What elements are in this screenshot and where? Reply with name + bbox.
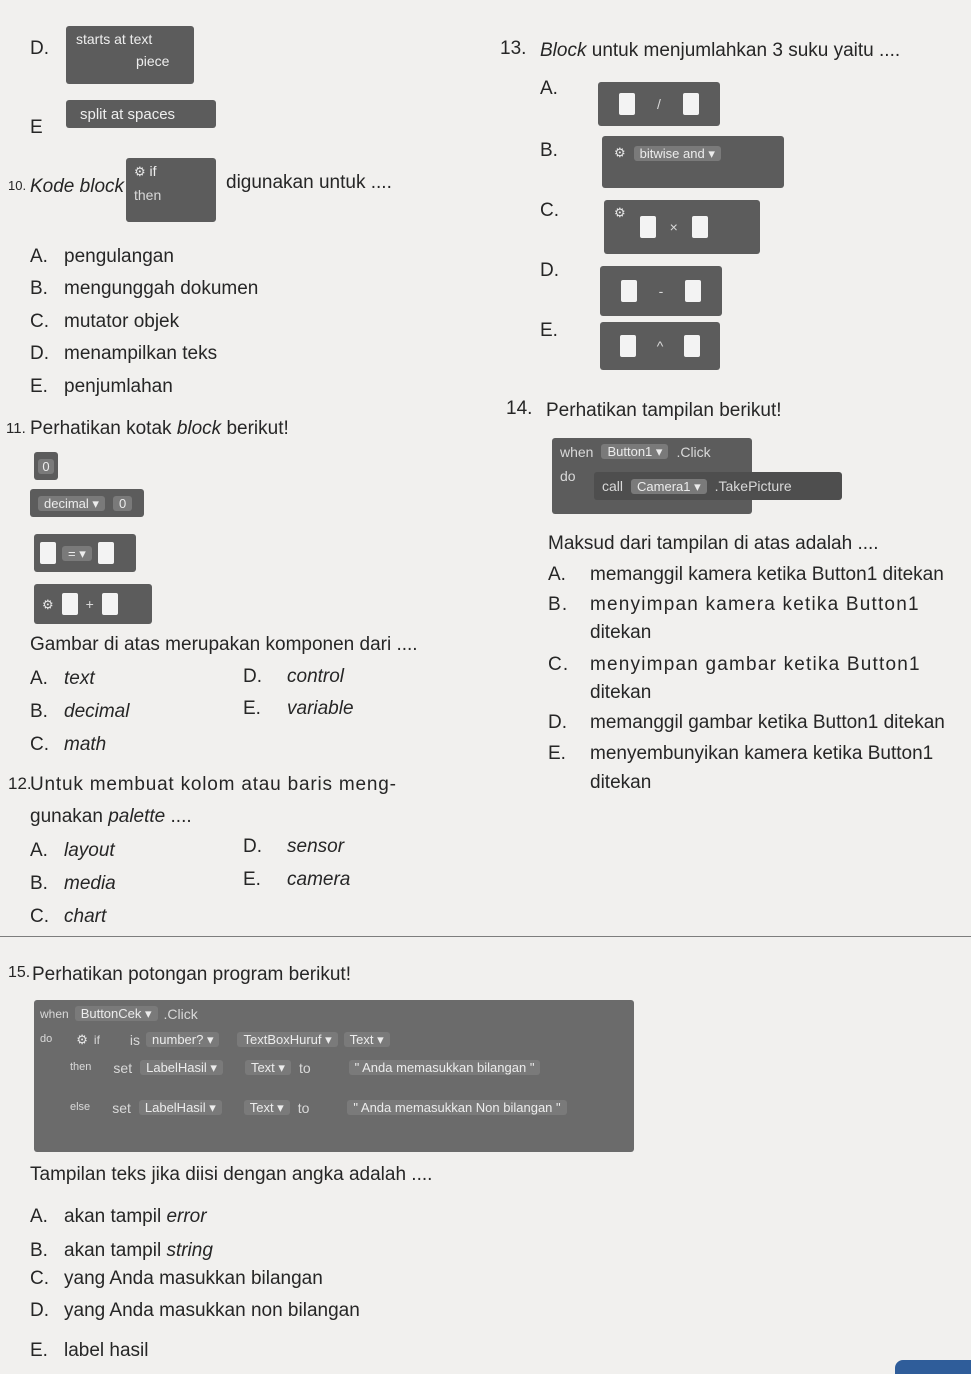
q13-text-rest: untuk menjumlahkan 3 suku yaitu .... — [586, 40, 901, 61]
q10-if-then-block — [126, 158, 216, 222]
q10-prefix: Kode block — [30, 176, 125, 197]
q11-compare-left-socket — [40, 542, 56, 564]
q13-text — [540, 40, 900, 62]
q15-question: Tampilan teks jika diisi dengan angka adalah .... — [30, 1164, 433, 1185]
q15-do-label: do — [40, 1033, 53, 1045]
q14-camera-dropdown: Camera1 ▾ — [631, 479, 707, 494]
q11-option-a — [30, 668, 95, 690]
q15-if-label: if — [93, 1032, 100, 1047]
q12-option-text: media — [64, 873, 116, 894]
q14-option-letter: C. — [548, 654, 570, 675]
q10-option-letter: C. — [30, 311, 49, 332]
q11-option-text: variable — [287, 698, 354, 719]
q15-text-dropdown-2: Text ▾ — [244, 1100, 290, 1115]
q11-compare-operator: = ▾ — [62, 546, 92, 561]
q15-else-label: else — [70, 1101, 91, 1113]
q13-option-d-block — [600, 266, 722, 316]
q15-msg1-string: " Anda memasukkan bilangan " — [349, 1060, 541, 1075]
q15-option-letter: A. — [30, 1206, 48, 1227]
q11-number: 11. — [6, 420, 26, 437]
q14-option-e — [548, 743, 933, 765]
q15-click-label: .Click — [163, 1005, 198, 1022]
q12-option-letter: E. — [243, 869, 261, 890]
q10-option-b — [30, 278, 258, 300]
q14-camera-label: Camera1 — [637, 478, 691, 494]
q15-option-text: label hasil — [64, 1340, 149, 1361]
q10-option-letter: E. — [30, 376, 48, 397]
q10-option-text: mengunggah dokumen — [64, 278, 259, 299]
q15-option-em: error — [166, 1206, 207, 1227]
q11-number-block — [34, 452, 58, 480]
q14-button-dropdown: Button1 ▾ — [601, 444, 668, 459]
q11-decimal-label: decimal — [44, 495, 89, 511]
q15-option-c — [30, 1268, 323, 1290]
q13-option-b-letter: B. — [540, 140, 558, 161]
q11-option-letter: B. — [30, 701, 48, 722]
q10-option-d — [30, 343, 217, 365]
q14-number: 14. — [506, 398, 533, 419]
q13-d-right-socket — [685, 280, 701, 302]
page-corner-tab — [895, 1360, 971, 1374]
q15-option-letter: C. — [30, 1268, 49, 1289]
q12-option-b — [30, 873, 116, 895]
q14-text: Perhatikan tampilan berikut! — [546, 400, 782, 421]
q14-option-letter: B. — [548, 594, 569, 615]
q15-textbox-label: TextBoxHuruf — [243, 1032, 322, 1047]
q14-option-line: menyembunyikan kamera ketika Button1 — [590, 743, 934, 764]
q11-option-letter: E. — [243, 698, 261, 719]
q14-do-label: do — [560, 468, 576, 484]
q10-option-text: mutator objek — [64, 311, 180, 332]
q15-number-check-dropdown: number? ▾ — [146, 1032, 219, 1047]
q13-option-c-letter: C. — [540, 200, 559, 221]
q15-number: 15. — [8, 964, 31, 981]
q15-button-label: ButtonCek — [80, 1006, 142, 1021]
q15-msg1-text: Anda memasukkan bilangan — [362, 1060, 527, 1075]
q14-call-label: call — [602, 478, 624, 494]
q14-option-letter: E. — [548, 743, 566, 764]
q15-to-label-2: to — [297, 1099, 310, 1116]
q10-option-letter: B. — [30, 278, 48, 299]
q11-decimal-value: 0 — [113, 496, 132, 511]
q15-option-letter: E. — [30, 1340, 48, 1361]
q13-b-dropdown: bitwise and ▾ — [634, 146, 721, 161]
q13-e-left-socket — [620, 335, 636, 357]
q12-option-d — [243, 836, 344, 858]
q13-option-a-block — [598, 82, 720, 126]
q13-a-operator: / — [657, 96, 661, 112]
q11-question: Gambar di atas merupakan komponen dari .... — [30, 634, 418, 655]
q11-option-c — [30, 734, 106, 756]
gear-icon: ⚙ — [134, 164, 146, 179]
q14-option-letter: D. — [548, 712, 567, 733]
q14-option-a — [548, 564, 944, 586]
q13-d-operator: - — [658, 283, 664, 299]
q15-label-name-1: LabelHasil — [146, 1060, 207, 1075]
gear-icon: ⚙ — [614, 145, 626, 160]
q15-text-prop-dropdown: Text ▾ — [344, 1032, 390, 1047]
q12-option-text: sensor — [287, 836, 345, 857]
q11-option-letter: A. — [30, 668, 48, 689]
q11-option-d — [243, 666, 344, 688]
q15-button-dropdown: ButtonCek ▾ — [75, 1006, 158, 1021]
q11-option-text: control — [287, 666, 345, 687]
q11-add-right-socket — [102, 593, 118, 615]
q15-label-dropdown-2: LabelHasil ▾ — [139, 1100, 222, 1115]
q10-suffix: digunakan untuk .... — [226, 172, 392, 193]
q10-option-c — [30, 311, 179, 333]
q10-option-text: penjumlahan — [64, 376, 173, 397]
q14-option-line: menyimpan kamera ketika Button1 — [590, 594, 920, 615]
q12-option-text: chart — [64, 906, 107, 927]
q13-c-operator: × — [669, 219, 678, 235]
q15-text-prop-2: Text — [249, 1100, 274, 1115]
q11-add-operator: + — [85, 596, 94, 612]
q11-option-text: decimal — [64, 701, 130, 722]
q15-msg2-string: " Anda memasukkan Non bilangan " — [347, 1100, 566, 1115]
q12-number: 12. — [8, 774, 32, 793]
q15-then-label: then — [70, 1061, 92, 1073]
q12-line1: Untuk membuat kolom atau baris meng- — [30, 774, 397, 795]
q12-option-letter: D. — [243, 836, 262, 857]
q12-option-text: camera — [287, 869, 351, 890]
q14-call-block — [594, 472, 842, 500]
q15-to-label-1: to — [298, 1059, 311, 1076]
q14-button-label: Button1 — [607, 444, 653, 459]
q12-line2-c: .... — [165, 806, 192, 827]
q15-option-letter: B. — [30, 1240, 48, 1261]
q15-option-a — [30, 1206, 207, 1228]
q12-option-a — [30, 840, 115, 862]
q9-block-split-label: split at spaces — [80, 105, 176, 123]
q14-option-c-line2: ditekan — [590, 682, 652, 703]
q11-option-letter: D. — [243, 666, 262, 687]
section-divider — [0, 936, 971, 937]
q11-option-text: math — [64, 734, 107, 755]
q14-option-line: memanggil kamera ketika Button1 ditekan — [590, 564, 944, 585]
q14-click-label: .Click — [676, 443, 711, 460]
q10-option-letter: D. — [30, 343, 49, 364]
q9-block-starts-at-label: starts at text — [76, 31, 153, 47]
q15-option-d — [30, 1300, 360, 1322]
q12-option-c — [30, 906, 106, 928]
q14-option-b-line2: ditekan — [590, 622, 652, 643]
q14-option-b — [548, 594, 920, 616]
q11-compare-block — [34, 534, 136, 572]
q11-block-zero: 0 — [38, 459, 53, 474]
q14-option-letter: A. — [548, 564, 566, 585]
q14-option-line: memanggil gambar ketika Button1 ditekan — [590, 712, 945, 733]
q12-line2-a: gunakan — [30, 806, 109, 827]
q11-add-left-socket — [62, 593, 78, 615]
q15-option-text: yang Anda masukkan bilangan — [64, 1268, 323, 1289]
q15-label-dropdown-1: LabelHasil ▾ — [140, 1060, 223, 1075]
q13-c-right-socket — [692, 216, 708, 238]
q10-option-text: menampilkan teks — [64, 343, 218, 364]
q14-when-label: when — [560, 443, 594, 460]
q9-block-piece-label: piece — [136, 53, 170, 69]
q10-block-if-label: if — [149, 163, 157, 179]
q12-line2 — [30, 806, 192, 828]
q11-compare-right-socket — [98, 542, 114, 564]
q10-number: 10. — [8, 178, 27, 193]
q15-text-prop-1: Text — [250, 1060, 275, 1075]
gear-icon: ⚙ — [76, 1032, 88, 1047]
q14-question: Maksud dari tampilan di atas adalah .... — [548, 533, 879, 554]
q12-option-letter: C. — [30, 906, 49, 927]
q15-option-b — [30, 1240, 213, 1262]
q10-block-then-label: then — [134, 187, 162, 203]
q13-text-block: Block — [540, 40, 587, 61]
q13-d-left-socket — [621, 280, 637, 302]
q15-set-label-2: set — [112, 1099, 131, 1116]
q11-option-letter: C. — [30, 734, 49, 755]
q15-option-text: akan tampil — [64, 1240, 167, 1261]
q13-number: 13. — [500, 38, 527, 59]
gear-icon: ⚙ — [42, 596, 54, 612]
q11-option-e — [243, 698, 354, 720]
q10-option-a — [30, 246, 174, 268]
q12-option-letter: A. — [30, 840, 48, 861]
q15-text-prop-label: Text — [349, 1032, 374, 1047]
q15-option-e — [30, 1340, 149, 1362]
q15-label-name-2: LabelHasil — [144, 1100, 206, 1115]
q15-option-letter: D. — [30, 1300, 49, 1321]
q14-method-label: .TakePicture — [714, 478, 792, 494]
q15-textbox-dropdown: TextBoxHuruf ▾ — [237, 1032, 337, 1047]
q15-option-text: akan tampil — [64, 1206, 167, 1227]
q12-line2-b: palette — [108, 806, 166, 827]
q15-text: Perhatikan potongan program berikut! — [32, 964, 351, 985]
q15-when-label: when — [40, 1006, 69, 1021]
q11-decimal-dropdown: decimal ▾ — [38, 496, 105, 511]
q9-block-split-at-spaces — [66, 100, 216, 128]
q13-option-e-letter: E. — [540, 320, 558, 341]
q12-option-e — [243, 869, 350, 891]
q13-option-a-letter: A. — [540, 78, 558, 99]
q15-msg2-text: Anda memasukkan Non bilangan — [360, 1100, 553, 1115]
q15-option-em: string — [166, 1240, 213, 1261]
q12-option-letter: B. — [30, 873, 48, 894]
q14-option-d — [548, 712, 945, 734]
q11-eq-label: = — [68, 545, 76, 561]
q11-text: Perhatikan kotak block berikut! — [30, 418, 289, 439]
q15-number-check-label: number? — [152, 1032, 204, 1047]
q15-is-label: is — [129, 1031, 141, 1048]
q15-option-text: yang Anda masukkan non bilangan — [64, 1300, 360, 1321]
gear-icon: ⚙ — [614, 205, 626, 220]
q14-option-e-line2: ditekan — [590, 772, 652, 793]
q13-option-d-letter: D. — [540, 260, 559, 281]
q10-option-letter: A. — [30, 246, 48, 267]
q15-text-dropdown-1: Text ▾ — [245, 1060, 291, 1075]
q9-option-d-letter: D. — [30, 38, 49, 59]
q9-option-e-letter: E — [30, 117, 43, 138]
q13-a-right-socket — [683, 93, 699, 115]
q13-option-e-block — [600, 322, 720, 370]
q13-b-operator: bitwise and — [639, 146, 705, 161]
q13-a-left-socket — [619, 93, 635, 115]
q14-option-c — [548, 654, 921, 676]
q13-option-c-block — [604, 200, 760, 254]
q15-program-block — [34, 1000, 634, 1152]
q15-set-label-1: set — [113, 1059, 133, 1076]
q14-option-line: menyimpan gambar ketika Button1 — [590, 654, 921, 675]
q9-block-starts-at — [66, 26, 194, 84]
q11-add-block — [34, 584, 152, 624]
q13-e-operator: ^ — [656, 338, 664, 354]
q10-option-text: pengulangan — [64, 246, 174, 267]
q10-option-e — [30, 376, 173, 398]
q11-decimal-block — [30, 489, 144, 517]
q11-option-b — [30, 701, 129, 723]
q13-option-b-block — [602, 136, 784, 188]
q12-option-text: layout — [64, 840, 115, 861]
q13-c-left-socket — [640, 216, 656, 238]
q11-option-text: text — [64, 668, 95, 689]
q13-e-right-socket — [684, 335, 700, 357]
